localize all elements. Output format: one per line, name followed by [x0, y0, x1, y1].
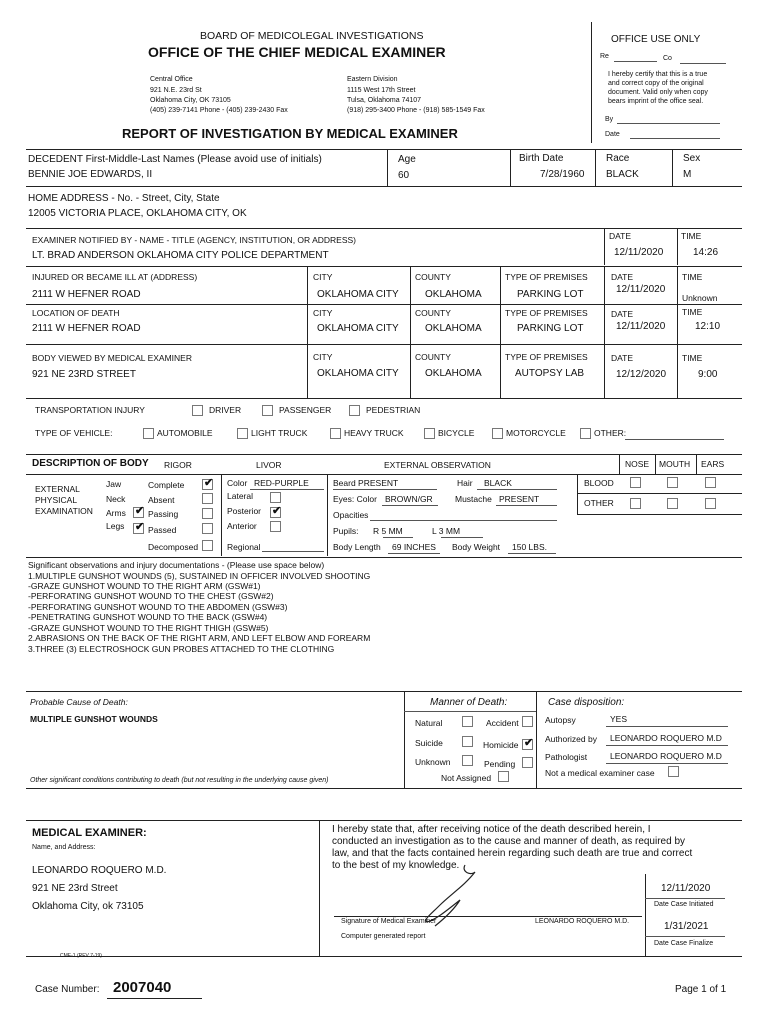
examiner-notified-label: EXAMINER NOTIFIED BY - NAME - TITLE (AGENCY, INSTITUTION, OR ADDRESS) — [32, 235, 356, 245]
authorized-by-label: Authorized by — [545, 734, 597, 744]
livor-color-label: Color — [227, 478, 248, 488]
pupils-right-value: R 5 MM — [373, 526, 403, 536]
notified-date-label: DATE — [609, 231, 632, 241]
opacities-label: Opacities — [333, 510, 369, 520]
blood-label: BLOOD — [584, 478, 614, 488]
mustache-label: Mustache — [455, 494, 492, 504]
central-office-city: Oklahoma City, OK 73105 — [150, 97, 231, 104]
heavy-truck-label: HEAVY TRUCK — [344, 428, 404, 438]
office-title: OFFICE OF THE CHIEF MEDICAL EXAMINER — [148, 44, 446, 60]
case-disposition-label: Case disposition: — [548, 697, 625, 708]
home-address-label: HOME ADDRESS - No. - Street, City, State — [28, 193, 220, 204]
other-vehicle-checkbox[interactable] — [580, 428, 591, 439]
legs-checkbox[interactable] — [133, 523, 144, 534]
observation-line-5: -PENETRATING GUNSHOT WOUND TO THE BACK (GSW#4) — [28, 612, 268, 622]
body-weight-label: Body Weight — [452, 542, 501, 552]
external-exam-label-2: PHYSICAL — [35, 495, 78, 505]
race-value: BLACK — [606, 169, 639, 180]
office-use-cert-1: I hereby certify that this is a true — [608, 71, 708, 78]
mouth-heading: MOUTH — [659, 459, 691, 469]
external-exam-label-1: EXTERNAL — [35, 484, 80, 494]
manner-of-death-label: Manner of Death: — [430, 697, 508, 708]
autopsy-label: Autopsy — [545, 715, 576, 725]
hair-value: BLACK — [484, 478, 512, 488]
other-mouth-checkbox[interactable] — [667, 498, 678, 509]
other-conditions-label: Other significant conditions contributing to death (but not resulting in the underlying cause given) — [30, 777, 329, 784]
body-weight-value: 150 LBS. — [512, 542, 547, 552]
date-initiated-label: Date Case Initiated — [654, 901, 714, 908]
death-premises-label: TYPE OF PREMISES — [505, 308, 588, 318]
rigor-decomposed-checkbox[interactable] — [202, 540, 213, 551]
report-title: REPORT OF INVESTIGATION BY MEDICAL EXAMINER — [122, 126, 458, 141]
homicide-label: Homicide — [483, 740, 519, 750]
autopsy-value: YES — [610, 714, 628, 724]
pedestrian-label: PEDESTRIAN — [366, 405, 421, 415]
suicide-label: Suicide — [415, 738, 443, 748]
livor-anterior-label: Anterior — [227, 521, 257, 531]
livor-heading: LIVOR — [256, 460, 282, 470]
injured-label: INJURED OR BECAME ILL AT (ADDRESS) — [32, 272, 198, 282]
check-icon: ✔ — [135, 505, 145, 517]
arms-checkbox[interactable] — [133, 507, 144, 518]
accident-label: Accident — [486, 718, 519, 728]
death-county: OKLAHOMA — [425, 323, 482, 334]
body-viewed-city-label: CITY — [313, 352, 333, 362]
body-viewed-county-label: COUNTY — [415, 352, 451, 362]
sex-label: Sex — [683, 153, 701, 164]
check-icon: ✔ — [204, 477, 214, 489]
age-label: Age — [398, 154, 416, 165]
office-use-by-label: By — [605, 116, 614, 123]
rigor-passed-checkbox[interactable] — [202, 523, 213, 534]
statement-line-2: conducted an investigation as to the cause and manner of death, as required by — [332, 836, 686, 847]
passenger-checkbox[interactable] — [262, 405, 273, 416]
body-viewed-time-label: TIME — [682, 353, 703, 363]
home-address-value: 12005 VICTORIA PLACE, OKLAHOMA CITY, OK — [28, 208, 247, 219]
name-address-label: Name, and Address: — [32, 844, 96, 851]
body-viewed-premises-label: TYPE OF PREMISES — [505, 352, 588, 362]
authorized-by-value: LEONARDO ROQUERO M.D — [610, 733, 722, 743]
body-viewed-date: 12/12/2020 — [616, 369, 667, 380]
automobile-label: AUTOMOBILE — [157, 428, 213, 438]
other-vehicle-label: OTHER: — [594, 428, 627, 438]
check-icon: ✔ — [524, 737, 534, 749]
passenger-label: PASSENGER — [279, 405, 332, 415]
not-assigned-checkbox[interactable] — [498, 771, 509, 782]
central-office-street: 921 N.E. 23rd St — [150, 87, 202, 94]
form-revision: CME-1 (REV 7-19) — [60, 953, 102, 959]
body-viewed-date-label: DATE — [611, 353, 634, 363]
automobile-checkbox[interactable] — [143, 428, 154, 439]
neck-label: Neck — [106, 494, 126, 504]
check-icon: ✔ — [272, 505, 282, 517]
observation-line-2: -GRAZE GUNSHOT WOUND TO THE RIGHT ARM (GSW#1) — [28, 581, 261, 591]
observation-line-6: -GRAZE GUNSHOT WOUND TO THE RIGHT THIGH (GSW#5) — [28, 623, 269, 633]
pending-checkbox[interactable] — [522, 757, 533, 768]
office-use-cert-2: and correct copy of the original — [608, 80, 704, 87]
natural-label: Natural — [415, 718, 443, 728]
examiner-street: 921 NE 23rd Street — [32, 883, 118, 894]
blood-mouth-checkbox[interactable] — [667, 477, 678, 488]
beard-value: Beard PRESENT — [333, 478, 399, 488]
examiner-name: LEONARDO ROQUERO M.D. — [32, 865, 167, 876]
death-city-label: CITY — [313, 308, 333, 318]
body-length-label: Body Length — [333, 542, 381, 552]
statement-line-3: law, and that the facts contained herein regarding such death are true and correct — [332, 848, 693, 859]
ears-heading: EARS — [701, 459, 725, 469]
rigor-heading: RIGOR — [164, 460, 192, 470]
office-use-title: OFFICE USE ONLY — [611, 34, 701, 45]
injured-date: 12/11/2020 — [616, 284, 666, 295]
probable-cause-label: Probable Cause of Death: — [30, 697, 128, 707]
livor-color-value: RED-PURPLE — [254, 478, 309, 488]
driver-checkbox[interactable] — [192, 405, 203, 416]
nose-heading: NOSE — [625, 459, 650, 469]
homicide-checkbox[interactable] — [522, 739, 533, 750]
body-length-value: 69 INCHES — [392, 542, 436, 552]
body-viewed-city: OKLAHOMA CITY — [317, 368, 399, 379]
birth-date-label: Birth Date — [519, 153, 564, 164]
notified-time-value: 14:26 — [693, 247, 719, 258]
injured-city-label: CITY — [313, 272, 333, 282]
date-finalized-value: 1/31/2021 — [664, 921, 709, 932]
motorcycle-label: MOTORCYCLE — [506, 428, 566, 438]
examiner-city: Oklahoma City, ok 73105 — [32, 901, 144, 912]
central-office-phone: (405) 239-7141 Phone - (405) 239-2430 Fax — [150, 107, 288, 114]
livor-anterior-checkbox[interactable] — [270, 521, 281, 532]
office-use-date-label: Date — [605, 131, 620, 138]
mustache-value: PRESENT — [499, 494, 540, 504]
body-viewed-premises: AUTOPSY LAB — [515, 368, 585, 379]
race-label: Race — [606, 153, 630, 164]
other-ears-checkbox[interactable] — [705, 498, 716, 509]
livor-lateral-checkbox[interactable] — [270, 492, 281, 503]
arms-label: Arms — [106, 508, 126, 518]
pupils-left-value: L 3 MM — [432, 526, 461, 536]
office-use-re-label: Re — [600, 53, 609, 60]
driver-label: DRIVER — [209, 405, 242, 415]
external-exam-label-3: EXAMINATION — [35, 506, 93, 516]
eyes-color-label: Eyes: Color — [333, 494, 377, 504]
decedent-name: BENNIE JOE EDWARDS, II — [28, 169, 153, 180]
not-me-case-label: Not a medical examiner case — [545, 768, 655, 778]
death-premises: PARKING LOT — [517, 323, 584, 334]
bicycle-label: BICYCLE — [438, 428, 475, 438]
legs-label: Legs — [106, 521, 125, 531]
observation-line-4: -PERFORATING GUNSHOT WOUND TO THE ABDOMEN (GSW#3) — [28, 602, 288, 612]
other-nose-checkbox[interactable] — [630, 498, 641, 509]
body-viewed-label: BODY VIEWED BY MEDICAL EXAMINER — [32, 353, 192, 363]
death-location-label: LOCATION OF DEATH — [32, 308, 120, 318]
pending-label: Pending — [484, 759, 516, 769]
external-observation-heading: EXTERNAL OBSERVATION — [384, 460, 491, 470]
injured-premises-label: TYPE OF PREMISES — [505, 272, 588, 282]
death-time: 12:10 — [695, 321, 721, 332]
rigor-complete-label: Complete — [148, 480, 185, 490]
injured-city: OKLAHOMA CITY — [317, 289, 399, 300]
bicycle-checkbox[interactable] — [424, 428, 435, 439]
office-use-cert-3: document. Valid only when copy — [608, 89, 708, 96]
age-value: 60 — [398, 170, 410, 181]
jaw-label: Jaw — [106, 479, 122, 489]
eyes-color-value: BROWN/GR — [385, 494, 433, 504]
death-time-label: TIME — [682, 307, 703, 317]
death-date-label: DATE — [611, 309, 634, 319]
central-office-name: Central Office — [150, 76, 193, 83]
suicide-checkbox[interactable] — [462, 736, 473, 747]
motorcycle-checkbox[interactable] — [492, 428, 503, 439]
rigor-decomposed-label: Decomposed — [148, 542, 199, 552]
medical-examiner-title: MEDICAL EXAMINER: — [32, 827, 147, 839]
rigor-passing-checkbox[interactable] — [202, 508, 213, 519]
page-number: Page 1 of 1 — [675, 984, 727, 995]
light-truck-checkbox[interactable] — [237, 428, 248, 439]
pathologist-value: LEONARDO ROQUERO M.D — [610, 751, 722, 761]
injured-time-label: TIME — [682, 272, 703, 282]
transportation-injury-label: TRANSPORTATION INJURY — [35, 405, 145, 415]
injured-time: Unknown — [682, 293, 718, 303]
injured-premises: PARKING LOT — [517, 289, 584, 300]
date-finalized-label: Date Case Finalize — [654, 940, 714, 947]
sex-value: M — [683, 169, 692, 180]
observation-line-1: 1.MULTIPLE GUNSHOT WOUNDS (5), SUSTAINED IN OFFICER INVOLVED SHOOTING — [28, 571, 371, 581]
board-title: BOARD OF MEDICOLEGAL INVESTIGATIONS — [200, 30, 424, 42]
rigor-passing-label: Passing — [148, 509, 179, 519]
examiner-notified-value: LT. BRAD ANDERSON OKLAHOMA CITY POLICE DEPARTMENT — [32, 250, 329, 261]
hair-label: Hair — [457, 478, 473, 488]
case-number-value: 2007040 — [113, 979, 172, 996]
eastern-division-phone: (918) 295-3400 Phone - (918) 585-1549 Fax — [347, 107, 485, 114]
pedestrian-checkbox[interactable] — [349, 405, 360, 416]
office-use-cert-4: bears imprint of the office seal. — [608, 98, 704, 105]
pupils-label: Pupils: — [333, 526, 359, 536]
signature-label: Signature of Medical Examiner — [341, 918, 437, 925]
eastern-division-street: 1115 West 17th Street — [347, 87, 416, 94]
office-use-co-label: Co — [663, 55, 672, 62]
observation-line-3: -PERFORATING GUNSHOT WOUND TO THE CHEST (GSW#2) — [28, 591, 274, 601]
death-date: 12/11/2020 — [616, 321, 666, 332]
heavy-truck-checkbox[interactable] — [330, 428, 341, 439]
statement-line-4: to the best of my knowledge. — [332, 860, 460, 871]
check-icon: ✔ — [135, 521, 145, 533]
vehicle-type-label: TYPE OF VEHICLE: — [35, 428, 113, 438]
decedent-name-label: DECEDENT First-Middle-Last Names (Please avoid use of initials) — [28, 154, 322, 165]
signature-name: LEONARDO ROQUERO M.D. — [535, 918, 630, 925]
observation-line-8: 3.THREE (3) ELECTROSHOCK GUN PROBES ATTACHED TO THE CLOTHING — [28, 644, 335, 654]
case-number-label: Case Number: — [35, 984, 100, 995]
body-viewed-time: 9:00 — [698, 369, 718, 380]
notified-time-label: TIME — [681, 231, 702, 241]
death-city: OKLAHOMA CITY — [317, 323, 399, 334]
unknown-label: Unknown — [415, 757, 451, 767]
livor-posterior-label: Posterior — [227, 506, 262, 516]
livor-posterior-checkbox[interactable] — [270, 507, 281, 518]
injured-county-label: COUNTY — [415, 272, 451, 282]
blood-nose-checkbox[interactable] — [630, 477, 641, 488]
computer-generated-label: Computer generated report — [341, 933, 426, 940]
eastern-division-name: Eastern Division — [347, 76, 398, 83]
statement-line-1: I hereby state that, after receiving notice of the death described herein, I — [332, 824, 651, 835]
rigor-absent-checkbox[interactable] — [202, 493, 213, 504]
injured-address: 2111 W HEFNER ROAD — [32, 289, 141, 300]
blood-ears-checkbox[interactable] — [705, 477, 716, 488]
light-truck-label: LIGHT TRUCK — [251, 428, 308, 438]
unknown-checkbox[interactable] — [462, 755, 473, 766]
not-me-case-checkbox[interactable] — [668, 766, 679, 777]
notified-date-value: 12/11/2020 — [614, 247, 664, 258]
injured-date-label: DATE — [611, 272, 634, 282]
rigor-absent-label: Absent — [148, 495, 175, 505]
date-initiated-value: 12/11/2020 — [661, 883, 711, 894]
body-viewed-address: 921 NE 23RD STREET — [32, 369, 136, 380]
rigor-passed-label: Passed — [148, 525, 177, 535]
death-county-label: COUNTY — [415, 308, 451, 318]
rigor-complete-checkbox[interactable] — [202, 479, 213, 490]
pathologist-label: Pathologist — [545, 752, 588, 762]
birth-date-value: 7/28/1960 — [540, 169, 585, 180]
body-viewed-county: OKLAHOMA — [425, 368, 482, 379]
livor-regional-label: Regional — [227, 542, 261, 552]
injured-county: OKLAHOMA — [425, 289, 482, 300]
eastern-division-city: Tulsa, Oklahoma 74107 — [347, 97, 422, 104]
probable-cause-value: MULTIPLE GUNSHOT WOUNDS — [30, 714, 158, 724]
other-label: OTHER — [584, 498, 614, 508]
description-of-body-title: DESCRIPTION OF BODY — [32, 458, 149, 469]
death-address: 2111 W HEFNER ROAD — [32, 323, 141, 334]
observations-label: Significant observations and injury documentations - (Please use space below) — [28, 560, 325, 570]
observation-line-7: 2.ABRASIONS ON THE BACK OF THE RIGHT ARM, AND LEFT ELBOW AND FOREARM — [28, 633, 371, 643]
not-assigned-label: Not Assigned — [441, 773, 492, 783]
natural-checkbox[interactable] — [462, 716, 473, 727]
accident-checkbox[interactable] — [522, 716, 533, 727]
livor-lateral-label: Lateral — [227, 491, 253, 501]
